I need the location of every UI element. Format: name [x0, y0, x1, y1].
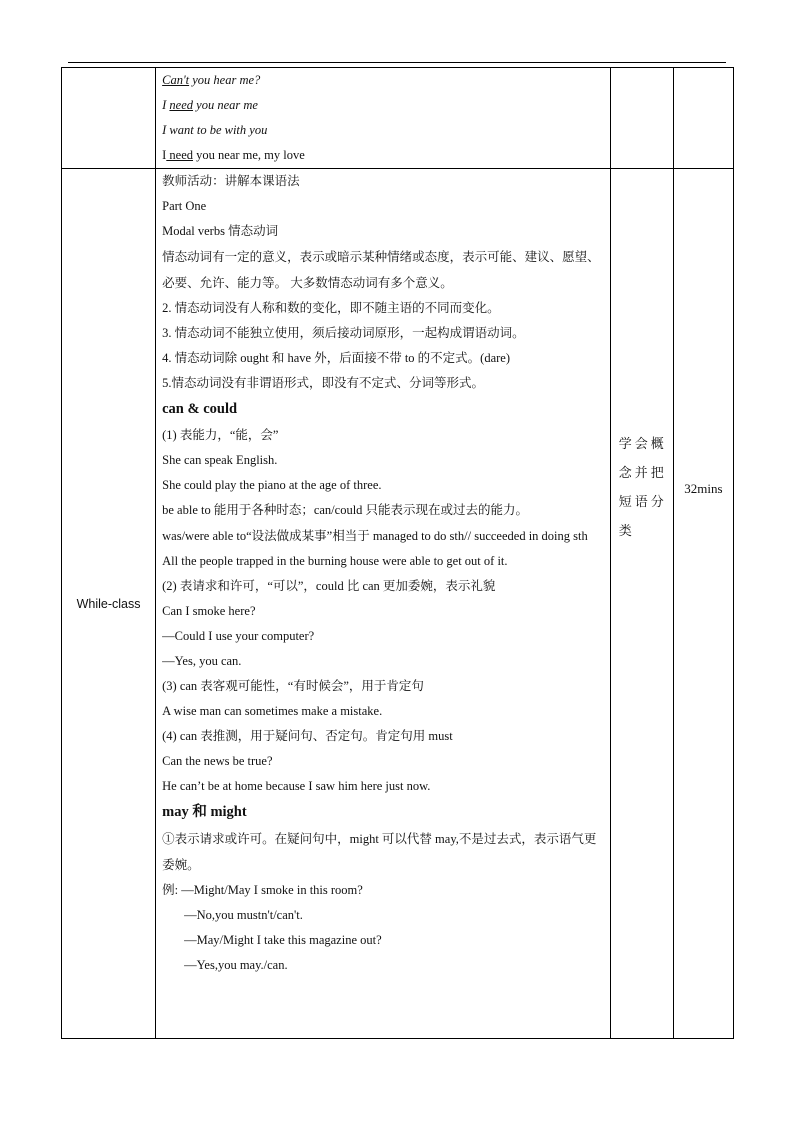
- can-point-4: (4) can 表推测，用于疑问句、否定句。肯定句用 must: [162, 729, 453, 743]
- rule-3: 3. 情态动词不能独立使用，须后接动词原形，一起构成谓语动词。: [162, 326, 525, 340]
- stage-cell-empty: [62, 68, 156, 169]
- example-1: She can speak English.: [162, 453, 278, 467]
- lesson-plan-table: [61, 67, 734, 1039]
- rule-5: 5.情态动词没有非谓语形式，即没有不定式、分词等形式。: [162, 376, 485, 390]
- rule-4: 4. 情态动词除 ought 和 have 外，后面接不带 to 的不定式。(dare): [162, 351, 511, 365]
- example-4: Can I smoke here?: [162, 604, 256, 618]
- may-might-heading: may 和 might: [162, 804, 247, 820]
- rule-2: 2. 情态动词没有人称和数的变化，即不随主语的不同而变化。: [162, 301, 500, 315]
- example-13: —Yes,you may./can.: [184, 958, 288, 972]
- header-rule: [68, 62, 726, 63]
- example-9: He can’t be at home because I saw him here just now.: [162, 779, 431, 793]
- example-3: All the people trapped in the burning house were able to get out of it.: [162, 554, 508, 568]
- example-12: —May/Might I take this magazine out?: [184, 933, 382, 947]
- time-cell: [673, 169, 733, 1039]
- can-point-1: (1) 表能力，“能，会”: [162, 428, 279, 442]
- example-8: Can the news be true?: [162, 754, 273, 768]
- intro-text: 情态动词有一定的意义，表示或暗示某种情绪或态度，表示可能、建议、愿望、必要、允许、能力等。 大多数情态动词有多个意义。: [162, 250, 600, 290]
- example-7: A wise man can sometimes make a mistake.: [162, 704, 383, 718]
- modal-title: Modal verbs 情态动词: [162, 224, 279, 238]
- may-point-1: ①表示请求或许可。在疑问句中，might 可以代替 may,不是过去式，表示语气更委婉。: [162, 832, 597, 872]
- time-text: 32mins: [684, 481, 723, 496]
- be-able-note: be able to 能用于各种时态；can/could 只能表示现在或过去的能力。: [162, 503, 529, 517]
- lyric-line-1: Can't you hear me?: [162, 73, 261, 87]
- table-row: [62, 68, 734, 169]
- example-11: —No,you mustn't/can't.: [184, 908, 303, 922]
- table-row: [62, 169, 734, 1039]
- example-5: —Could I use your computer?: [162, 629, 315, 643]
- song-lyrics-cell: [156, 68, 611, 169]
- lyric-line-2: I need you near me: [162, 98, 258, 112]
- purpose-text: 学会概念并把短语分类: [618, 436, 667, 538]
- can-could-heading: can & could: [162, 401, 238, 417]
- teacher-activity: 教师活动：讲解本课语法: [162, 174, 300, 188]
- purpose-cell: [610, 169, 673, 1039]
- time-cell-empty: [673, 68, 733, 169]
- was-were-note: was/were able to“设法做成某事”相当于 managed to do sth// succeeded in doing sth: [162, 529, 588, 543]
- part-label: Part One: [162, 199, 207, 213]
- lyric-line-4: I need you near me, my love: [162, 148, 305, 162]
- example-6: —Yes, you can.: [162, 654, 242, 668]
- example-2: She could play the piano at the age of three.: [162, 478, 382, 492]
- example-10: 例: —Might/May I smoke in this room?: [162, 883, 363, 897]
- lyric-line-3: I want to be with you: [162, 123, 268, 137]
- teaching-content-cell: [156, 169, 611, 1039]
- can-point-3: (3) can 表客观可能性，“有时候会”，用于肯定句: [162, 679, 424, 693]
- can-point-2: (2) 表请求和许可，“可以”，could 比 can 更加委婉，表示礼貌: [162, 579, 496, 593]
- purpose-cell-empty: [610, 68, 673, 169]
- stage-label: While-class: [62, 169, 156, 1039]
